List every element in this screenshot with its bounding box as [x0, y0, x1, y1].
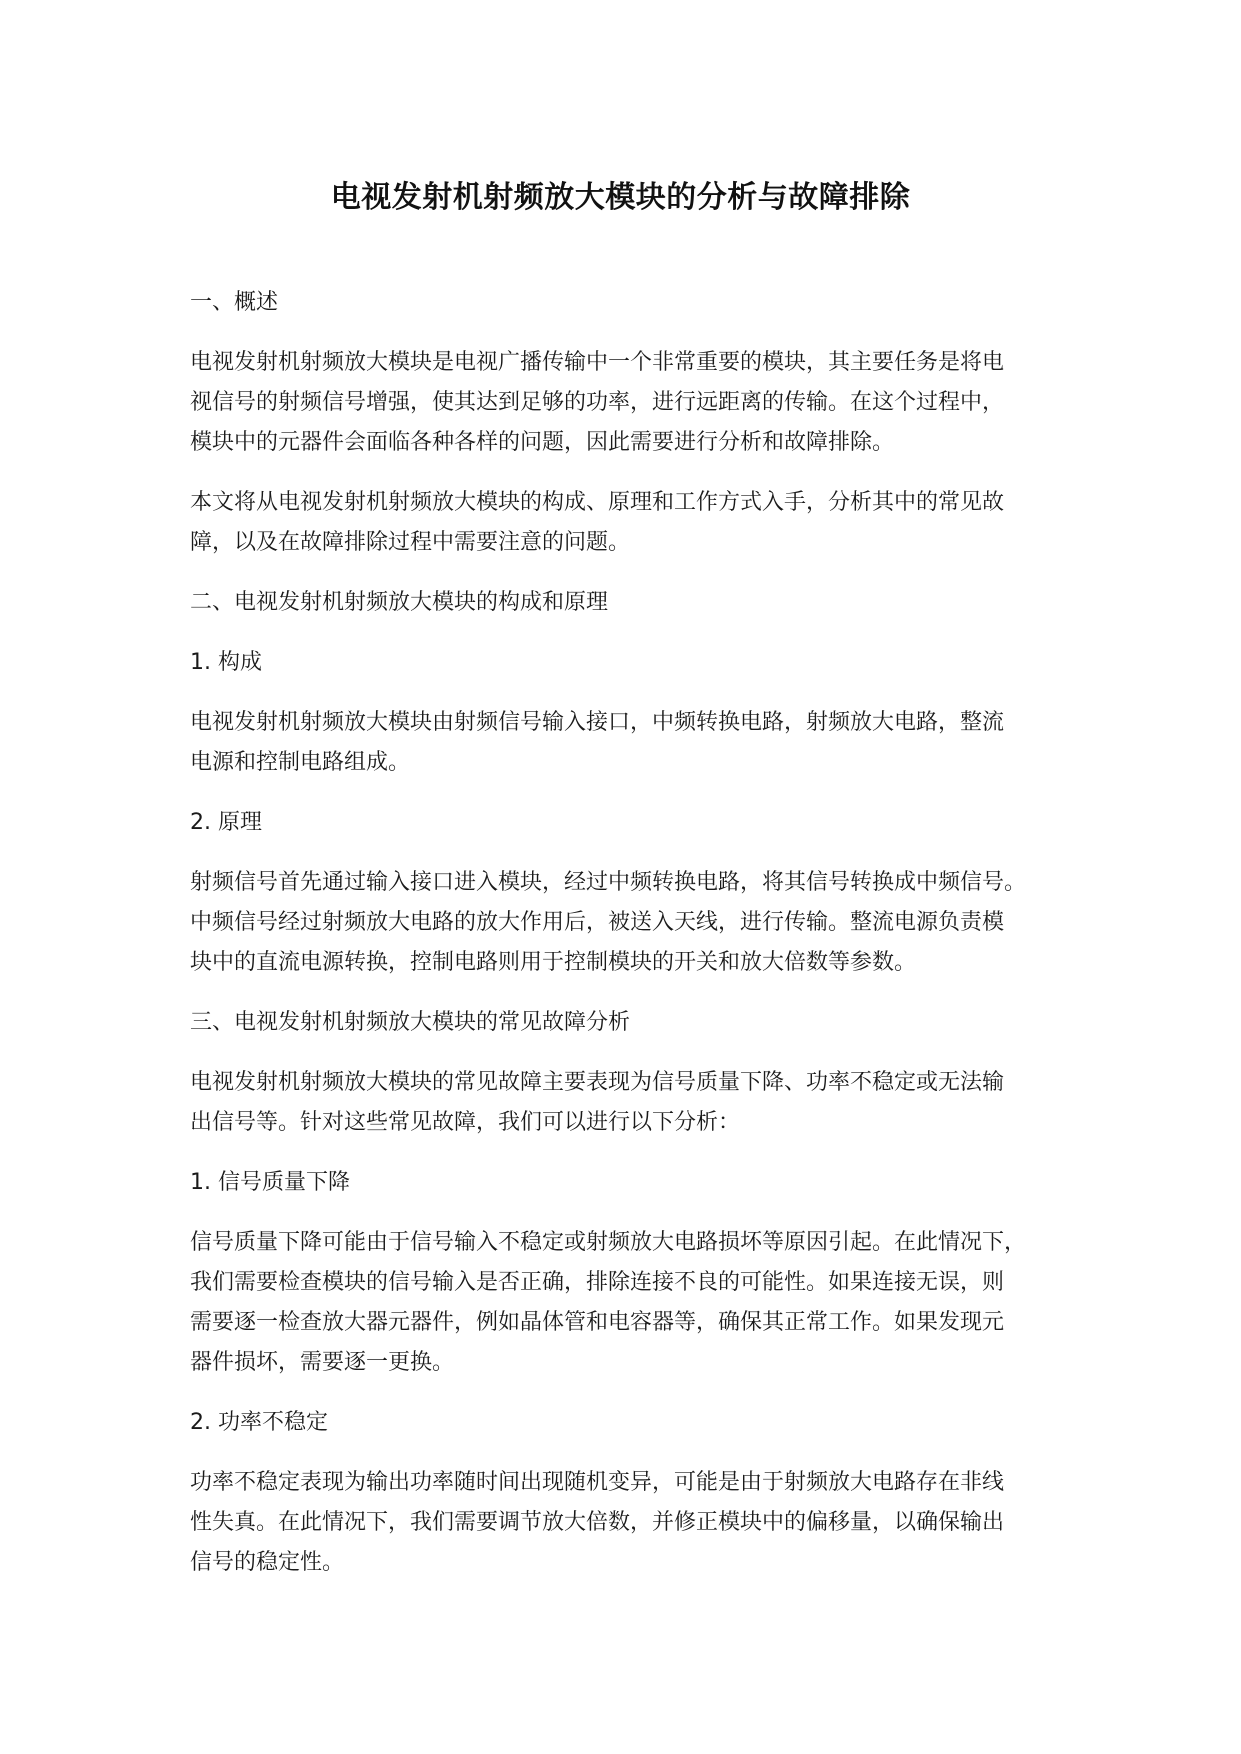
text-line: 块中的直流电源转换，控制电路则用于控制模块的开关和放大倍数等参数。	[190, 950, 917, 975]
text-line: 电源和控制电路组成。	[190, 750, 411, 775]
text-line: 中频信号经过射频放大电路的放大作用后，被送入天线，进行传输。整流电源负责模	[190, 910, 1005, 935]
text-line: 视信号的射频信号增强，使其达到足够的功率，进行远距离的传输。在这个过程中，	[190, 390, 1005, 415]
text-line: 障，以及在故障排除过程中需要注意的问题。	[190, 530, 631, 555]
text-line: 需要逐一检查放大器元器件，例如晶体管和电容器等，确保其正常工作。如果发现元	[190, 1310, 1005, 1335]
text-line: 出信号等。针对这些常见故障，我们可以进行以下分析：	[190, 1110, 741, 1135]
text-line: 电视发射机射频放大模块的常见故障主要表现为信号质量下降、功率不稳定或无法输	[190, 1070, 1005, 1095]
paragraph	[190, 483, 1070, 563]
paragraph	[190, 1063, 1070, 1143]
section-heading-faults: 三、电视发射机射频放大模块的常见故障分析	[190, 1010, 631, 1035]
paragraph	[190, 343, 1070, 463]
document-title: 电视发射机射频放大模块的分析与故障排除	[330, 180, 911, 215]
text-line: 电视发射机射频放大模块是电视广播传输中一个非常重要的模块，其主要任务是将电	[190, 350, 1005, 375]
text-line: 功率不稳定表现为输出功率随时间出现随机变异，可能是由于射频放大电路存在非线	[190, 1470, 1005, 1495]
subsection-heading-principle: 2. 原理	[190, 810, 262, 835]
subsection-heading-composition: 1. 构成	[190, 650, 262, 675]
paragraph	[190, 1223, 1070, 1383]
text-line: 器件损坏，需要逐一更换。	[190, 1350, 455, 1375]
section-heading-structure: 二、电视发射机射频放大模块的构成和原理	[190, 590, 609, 615]
text-line: 我们需要检查模块的信号输入是否正确，排除连接不良的可能性。如果连接无误，则	[190, 1270, 1005, 1295]
document-body	[190, 283, 1070, 1603]
text-line: 电视发射机射频放大模块由射频信号输入接口，中频转换电路，射频放大电路，整流	[190, 710, 1005, 735]
text-line: 射频信号首先通过输入接口进入模块，经过中频转换电路，将其信号转换成中频信号。	[190, 870, 1027, 895]
subsection-heading-signal-quality: 1. 信号质量下降	[190, 1170, 350, 1195]
text-line: 模块中的元器件会面临各种各样的问题，因此需要进行分析和故障排除。	[190, 430, 895, 455]
paragraph	[190, 863, 1070, 983]
subsection-heading-power-instability: 2. 功率不稳定	[190, 1410, 328, 1435]
text-line: 信号的稳定性。	[190, 1550, 345, 1575]
section-heading-overview: 一、概述	[190, 290, 279, 315]
paragraph	[190, 703, 1070, 783]
text-line: 信号质量下降可能由于信号输入不稳定或射频放大电路损坏等原因引起。在此情况下，	[190, 1230, 1027, 1255]
paragraph	[190, 1463, 1070, 1583]
text-line: 本文将从电视发射机射频放大模块的构成、原理和工作方式入手，分析其中的常见故	[190, 490, 1005, 515]
text-line: 性失真。在此情况下，我们需要调节放大倍数，并修正模块中的偏移量，以确保输出	[190, 1510, 1005, 1535]
